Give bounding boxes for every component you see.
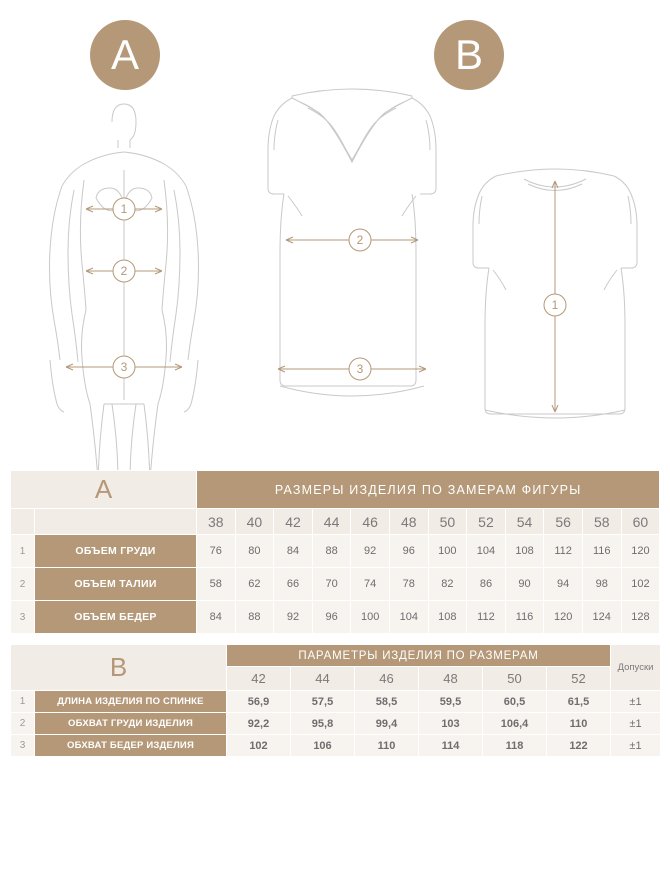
spacer-cell (35, 509, 197, 535)
cell: 122 (547, 735, 611, 757)
cell: 74 (351, 568, 390, 601)
cell: 84 (274, 535, 313, 568)
size-header: 48 (419, 667, 483, 691)
front-marker-2: 2 (356, 233, 364, 247)
row-index: 3 (11, 735, 35, 757)
cell: 70 (312, 568, 351, 601)
size-header: 54 (505, 509, 544, 535)
size-header: 44 (312, 509, 351, 535)
cell: 76 (197, 535, 236, 568)
cell: 58,5 (355, 691, 419, 713)
cell: 106 (291, 735, 355, 757)
table-a (10, 470, 660, 634)
cell: 94 (544, 568, 583, 601)
female-figure-outline (50, 104, 199, 470)
size-header: 46 (355, 667, 419, 691)
size-header: 48 (389, 509, 428, 535)
badge-a: A (90, 20, 160, 90)
size-header: 50 (483, 667, 547, 691)
tables-area (10, 470, 660, 757)
table-b (10, 644, 661, 757)
row-label: ОБЪЕМ БЕДЕР (35, 601, 197, 634)
cell: 86 (467, 568, 506, 601)
row-label: ОБХВАТ БЕДЕР ИЗДЕЛИЯ (35, 735, 227, 757)
cell: 108 (428, 601, 467, 634)
cell: 92 (351, 535, 390, 568)
cell: 96 (389, 535, 428, 568)
cell: 99,4 (355, 713, 419, 735)
cell: 116 (505, 601, 544, 634)
figure-marker-1: 1 (120, 202, 128, 216)
tolerance-cell: ±1 (611, 691, 661, 713)
row-label: ОБЪЕМ ТАЛИИ (35, 568, 197, 601)
tolerance-cell: ±1 (611, 713, 661, 735)
cell: 108 (505, 535, 544, 568)
size-header: 42 (274, 509, 313, 535)
cell: 100 (428, 535, 467, 568)
cell: 59,5 (419, 691, 483, 713)
size-header: 46 (351, 509, 390, 535)
cell: 110 (547, 713, 611, 735)
size-header: 50 (428, 509, 467, 535)
cell: 100 (351, 601, 390, 634)
row-label: ОБЪЕМ ГРУДИ (35, 535, 197, 568)
cell: 95,8 (291, 713, 355, 735)
cell: 110 (355, 735, 419, 757)
table-row (11, 691, 661, 713)
cell: 98 (582, 568, 621, 601)
cell: 104 (389, 601, 428, 634)
cell: 120 (544, 601, 583, 634)
cell: 118 (483, 735, 547, 757)
cell: 80 (235, 535, 274, 568)
cell: 62 (235, 568, 274, 601)
cell: 102 (621, 568, 660, 601)
tolerance-cell: ±1 (611, 735, 661, 757)
cell: 96 (312, 601, 351, 634)
figure-marker-2: 2 (120, 264, 128, 278)
cell: 112 (544, 535, 583, 568)
table-a-title: РАЗМЕРЫ ИЗДЕЛИЯ ПО ЗАМЕРАМ ФИГУРЫ (197, 471, 660, 509)
row-label: ДЛИНА ИЗДЕЛИЯ ПО СПИНКЕ (35, 691, 227, 713)
cell: 82 (428, 568, 467, 601)
table-b-title-row (11, 645, 661, 667)
cell: 102 (227, 735, 291, 757)
row-index: 1 (11, 535, 35, 568)
front-marker-3: 3 (356, 362, 364, 376)
table-row (11, 535, 660, 568)
table-row (11, 735, 661, 757)
size-header: 60 (621, 509, 660, 535)
cell: 103 (419, 713, 483, 735)
cell: 106,4 (483, 713, 547, 735)
cell: 92,2 (227, 713, 291, 735)
cell: 56,9 (227, 691, 291, 713)
cell: 58 (197, 568, 236, 601)
row-index: 2 (11, 568, 35, 601)
cell: 128 (621, 601, 660, 634)
tolerance-header: Допуски (611, 645, 661, 691)
table-b-corner: B (11, 645, 227, 691)
size-header: 38 (197, 509, 236, 535)
cell: 61,5 (547, 691, 611, 713)
size-header: 58 (582, 509, 621, 535)
cell: 60,5 (483, 691, 547, 713)
cell: 84 (197, 601, 236, 634)
size-header: 42 (227, 667, 291, 691)
spacer-cell (11, 509, 35, 535)
cell: 88 (312, 535, 351, 568)
size-header: 52 (547, 667, 611, 691)
badge-b: B (434, 20, 504, 90)
table-row (11, 713, 661, 735)
cell: 124 (582, 601, 621, 634)
cell: 114 (419, 735, 483, 757)
table-a-size-header (11, 509, 660, 535)
table-row (11, 568, 660, 601)
cell: 57,5 (291, 691, 355, 713)
cell: 66 (274, 568, 313, 601)
row-index: 1 (11, 691, 35, 713)
table-row (11, 601, 660, 634)
table-b-title: ПАРАМЕТРЫ ИЗДЕЛИЯ ПО РАЗМЕРАМ (227, 645, 611, 667)
cell: 90 (505, 568, 544, 601)
row-index: 3 (11, 601, 35, 634)
cell: 78 (389, 568, 428, 601)
cell: 112 (467, 601, 506, 634)
cell: 120 (621, 535, 660, 568)
table-a-title-row (11, 471, 660, 509)
size-header: 40 (235, 509, 274, 535)
cell: 88 (235, 601, 274, 634)
cell: 104 (467, 535, 506, 568)
cell: 116 (582, 535, 621, 568)
cell: 92 (274, 601, 313, 634)
table-a-corner: A (11, 471, 197, 509)
size-header: 44 (291, 667, 355, 691)
size-header: 52 (467, 509, 506, 535)
back-marker-1: 1 (551, 298, 559, 312)
figure-marker-3: 3 (120, 360, 128, 374)
row-label: ОБХВАТ ГРУДИ ИЗДЕЛИЯ (35, 713, 227, 735)
row-index: 2 (11, 713, 35, 735)
size-header: 56 (544, 509, 583, 535)
